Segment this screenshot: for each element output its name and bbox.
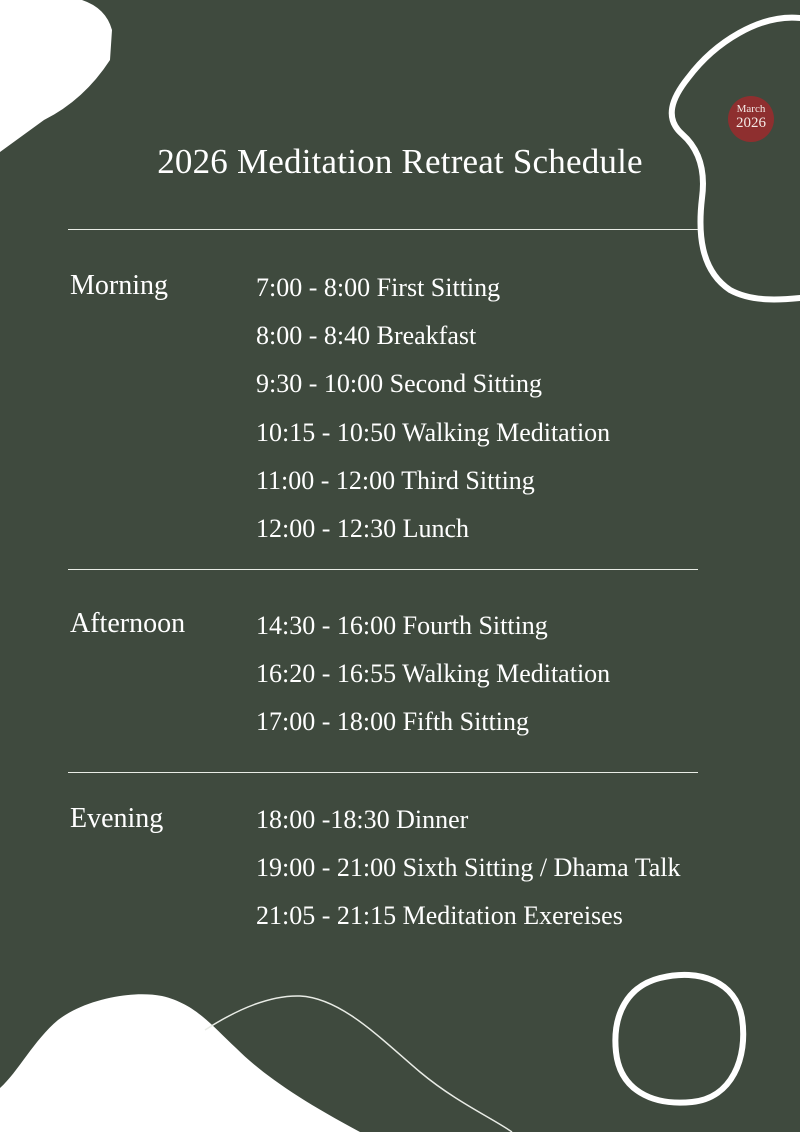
bottom-right-ring (615, 975, 743, 1103)
schedule-item: 7:00 - 8:00 First Sitting (256, 273, 501, 302)
schedule-item: 8:00 - 8:40 Breakfast (256, 321, 477, 350)
section-label-afternoon: Afternoon (70, 608, 186, 639)
schedule-item: 10:15 - 10:50 Walking Meditation (256, 418, 611, 447)
divider-afternoon-evening (68, 772, 698, 773)
date-badge (728, 96, 774, 142)
badge-month: March (736, 103, 766, 115)
schedule-item: 16:20 - 16:55 Walking Meditation (256, 659, 611, 688)
section-label-evening: Evening (70, 803, 164, 834)
schedule-item: 14:30 - 16:00 Fourth Sitting (256, 611, 548, 640)
badge-year: 2026 (736, 115, 766, 131)
divider-morning-afternoon (68, 569, 698, 570)
schedule-item: 17:00 - 18:00 Fifth Sitting (256, 707, 530, 736)
section-label-morning: Morning (70, 270, 168, 301)
divider-top (68, 229, 698, 230)
schedule-item: 9:30 - 10:00 Second Sitting (256, 369, 542, 398)
top-left-blob (0, 0, 112, 152)
schedule-item: 11:00 - 12:00 Third Sitting (256, 466, 535, 495)
schedule-item: 12:00 - 12:30 Lunch (256, 514, 470, 543)
schedule-item: 18:00 -18:30 Dinner (256, 805, 469, 834)
schedule-item: 19:00 - 21:00 Sixth Sitting / Dhama Talk (256, 853, 681, 882)
bottom-left-hill (0, 994, 360, 1132)
page-title: 2026 Meditation Retreat Schedule (157, 142, 643, 181)
schedule-item: 21:05 - 21:15 Meditation Exereises (256, 901, 623, 930)
